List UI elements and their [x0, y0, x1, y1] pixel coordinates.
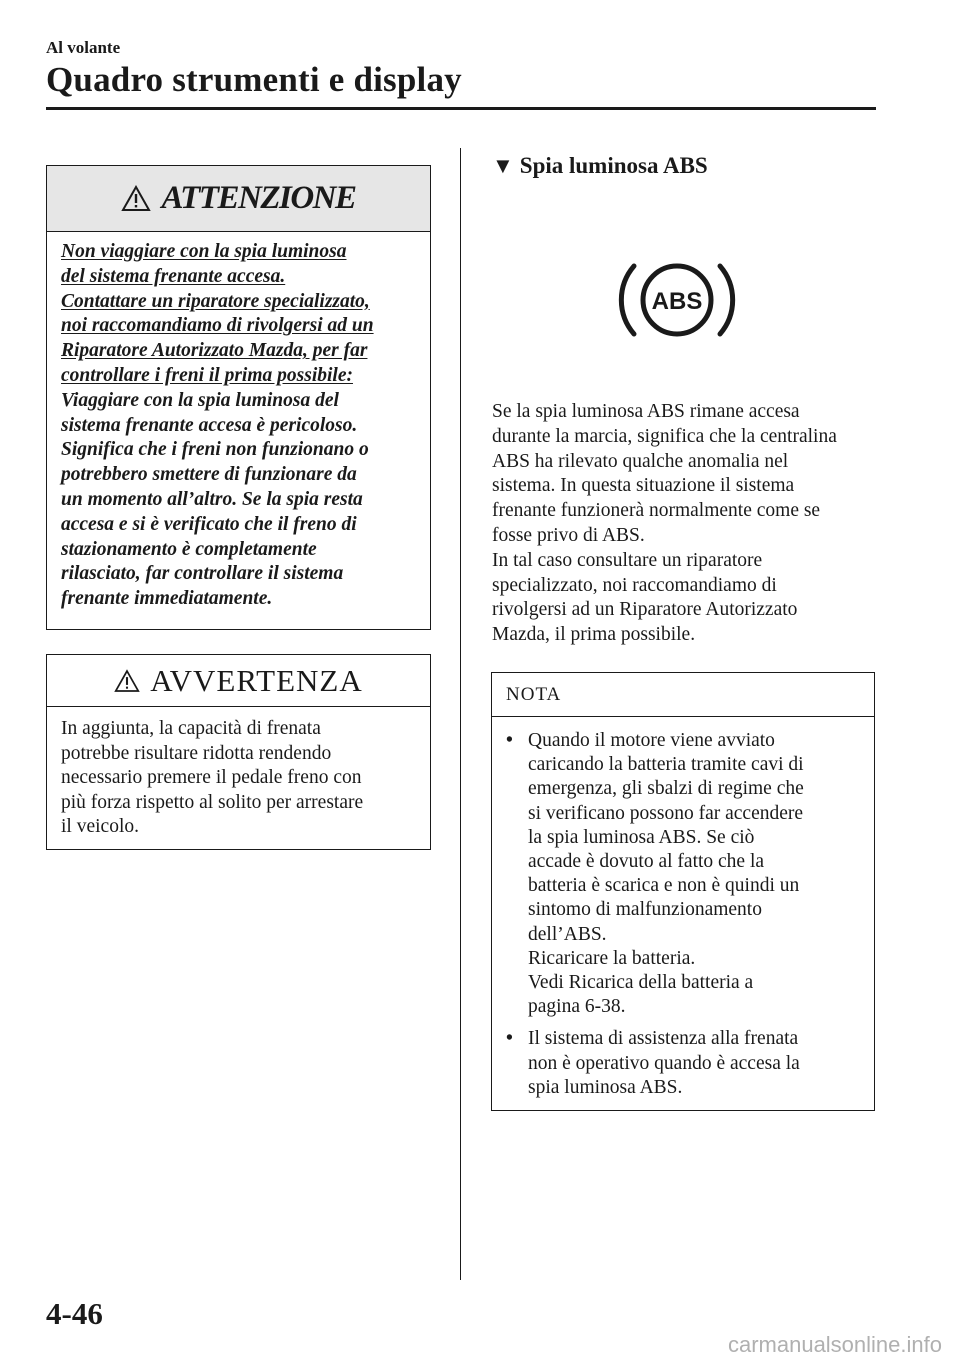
section-label: Al volante [46, 38, 121, 57]
note-box [491, 672, 875, 1111]
warning-box [46, 165, 431, 630]
body-line: fosse privo di ABS. [492, 524, 645, 546]
note-header [492, 673, 874, 717]
header-rule [46, 107, 876, 110]
warning-line: accesa e si è verificato che il freno di [61, 513, 357, 535]
caution-line: il veicolo. [61, 816, 139, 837]
warning-line: rilasciato, far controllare il sistema [61, 563, 344, 585]
warning-line: stazionamento è completamente [61, 538, 317, 560]
note-line: caricando la batteria tramite cavi di [528, 754, 804, 776]
warning-line: Viaggiare con la spia luminosa del [61, 389, 339, 411]
body-line: Se la spia luminosa ABS rimane accesa [492, 401, 800, 422]
warning-line: noi raccomandiamo di rivolgersi ad un [61, 315, 374, 337]
page-title: Quadro strumenti e display [46, 60, 462, 99]
body-line: In tal caso consultare un riparatore [492, 549, 763, 571]
note-line: non è operativo quando è accesa la [528, 1052, 800, 1074]
body-line: Mazda, il prima possibile. [492, 624, 696, 646]
warning-line: sistema frenante accesa è pericoloso. [61, 414, 358, 436]
bullet-icon: • [506, 730, 513, 751]
caution-header [47, 655, 430, 707]
body-line: durante la marcia, significa che la centralina [492, 425, 837, 447]
abs-description [492, 400, 882, 648]
caution-line: più forza rispetto al solito per arrestare [61, 791, 364, 813]
body-line: specializzato, noi raccomandiamo di [492, 574, 777, 596]
abs-icon-label: ABS [651, 288, 703, 315]
note-line: Vedi Ricarica della batteria a [528, 972, 754, 994]
warning-line: Contattare un riparatore specializzato, [61, 290, 370, 312]
caution-line: potrebbe risultare ridotta rendendo [61, 742, 332, 764]
warning-line: controllare i freni il prima possibile: [61, 364, 353, 386]
caution-line: necessario premere il pedale freno con [61, 767, 362, 788]
warning-header [47, 166, 430, 232]
abs-heading-text: Spia luminosa ABS [519, 153, 708, 178]
note-line: spia luminosa ABS. [528, 1076, 683, 1098]
bullet-icon: • [506, 1028, 513, 1050]
warning-line: Non viaggiare con la spia luminosa [61, 241, 347, 262]
heading-marker-icon: ▼ [492, 153, 514, 178]
note-line: sintomo di malfunzionamento [528, 899, 762, 921]
body-line: ABS ha rilevato qualche anomalia nel [492, 450, 789, 472]
note-title: NOTA [506, 683, 562, 705]
note-item [506, 1027, 862, 1100]
page-number: 4-46 [46, 1296, 103, 1331]
note-line: Il sistema di assistenza alla frenata [528, 1028, 799, 1050]
note-line: emergenza, gli sbalzi di regime che [528, 778, 804, 800]
note-list [492, 717, 874, 1100]
abs-section-heading [492, 153, 708, 179]
note-line: batteria è scarica e non è quindi un [528, 875, 800, 897]
warning-text [47, 232, 430, 612]
warning-triangle-icon [121, 185, 151, 212]
caution-box [46, 654, 431, 850]
caution-triangle-icon [114, 669, 140, 693]
warning-title: ATTENZIONE [161, 180, 356, 216]
note-item [506, 729, 862, 1019]
body-line: sistema. In questa situazione il sistema [492, 475, 795, 497]
warning-line: potrebbero smettere di funzionare da [61, 464, 357, 486]
note-line: la spia luminosa ABS. Se ciò [528, 826, 755, 848]
note-line: accade è dovuto al fatto che la [528, 851, 765, 873]
watermark: carmanualsonline.info [727, 1332, 942, 1357]
body-line: rivolgersi ad un Riparatore Autorizzato [492, 599, 798, 621]
caution-text [47, 707, 430, 840]
note-line: pagina 6-38. [528, 996, 626, 1018]
note-line: dell’ABS. [528, 923, 607, 945]
abs-warning-light-icon [612, 254, 742, 346]
caution-title: AVVERTENZA [150, 662, 363, 698]
warning-line: Significa che i freni non funzionano o [61, 439, 369, 461]
warning-line: frenante immediatamente. [61, 588, 273, 610]
note-line: Ricaricare la batteria. [528, 947, 696, 969]
warning-line: del sistema frenante accesa. [61, 265, 286, 287]
column-divider [460, 148, 461, 1280]
note-line: Quando il motore viene avviato [528, 730, 775, 751]
note-line: si verificano possono far accendere [528, 802, 804, 824]
body-line: frenante funzionerà normalmente come se [492, 500, 821, 522]
warning-line: un momento all’altro. Se la spia resta [61, 488, 363, 510]
warning-line: Riparatore Autorizzato Mazda, per far [61, 340, 368, 362]
caution-line: In aggiunta, la capacità di frenata [61, 718, 321, 739]
